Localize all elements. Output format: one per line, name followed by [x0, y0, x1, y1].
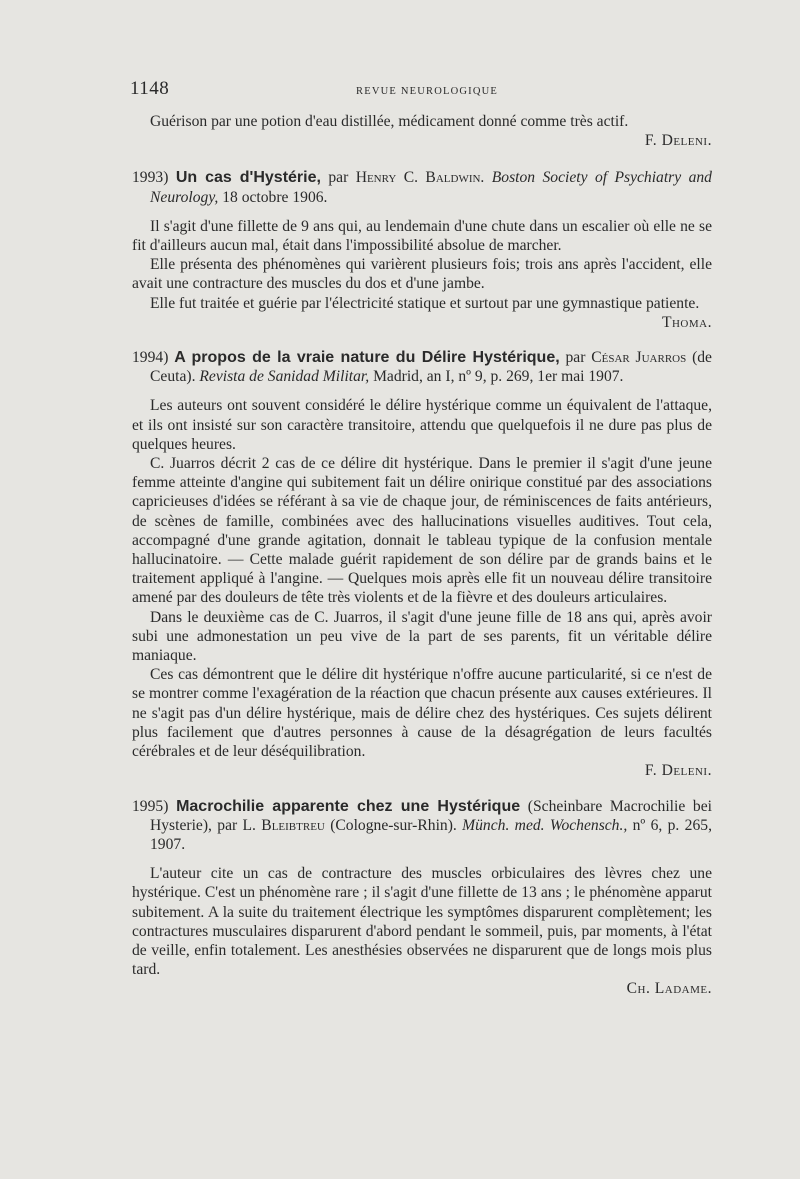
article-heading	[132, 348, 712, 386]
article-body	[132, 864, 712, 998]
article-signature: Thoma.	[661, 313, 712, 331]
article-author: César Juarros	[591, 349, 687, 367]
article-paragraph: Dans le deuxième cas de C. Juarros, il s'agit d'une jeune fille de 18 ans qui, après avoir subi une admonestation un peu vive de la part de ses parents, fit un véritable délire maniaque.	[132, 608, 712, 665]
page-number: 1148	[130, 78, 170, 99]
article-paragraph: L'auteur cite un cas de contracture des muscles orbiculaires des lèvres chez une hystérique. C'est un phénomène rare ; il s'agit d'une fillette de 13 ans ; le phénomène apparut subitement. A la suite du traitement électrique les symptômes disparurent complètement; les contractures musculaires disparurent d'abord pendant le sommeil, puis, par moments, à l'état de veille, enfin totalement. Les anesthésies observées ne disparurent que de longs mois plus tard.	[132, 865, 712, 979]
article-by: par	[328, 169, 349, 187]
article-subtitle: (Scheinbare Macrochilie bei Hysterie),	[150, 797, 712, 834]
article-date: Madrid, an I, nº 9, p. 269, 1er mai 1907.	[373, 368, 624, 386]
article-title: Macrochilie apparente chez une Hystérique	[176, 797, 521, 815]
article-body	[132, 396, 712, 780]
article-number: 1993)	[132, 169, 169, 187]
article-number: 1995)	[132, 797, 169, 815]
article-heading	[132, 168, 712, 206]
article-by: par L.	[217, 816, 256, 834]
article-source: Boston Society of Psychiatry and Neurology,	[150, 169, 712, 206]
article-source: Münch. med. Wochensch.,	[462, 816, 628, 834]
article-heading	[132, 797, 712, 855]
article-date: nº 6, p. 265, 1907.	[150, 816, 712, 853]
article-title: A propos de la vraie nature du Délire Hystérique,	[174, 349, 560, 367]
article-paragraph: Elle fut traitée et guérie par l'électricité statique et surtout par une gymnastique patiente.	[150, 294, 700, 312]
article-1995	[132, 797, 712, 999]
article-by: par	[565, 349, 586, 367]
article-paragraph: Elle présenta des phénomènes qui varièrent plusieurs fois; trois ans après l'accident, elle avait une contracture des muscles du dos et d'une jambe.	[132, 256, 712, 293]
intro-signature: F. Deleni.	[644, 132, 712, 150]
article-1994	[132, 348, 712, 780]
article-paragraph: Il s'agit d'une fillette de 9 ans qui, au lendemain d'une chute dans un escalier où elle ne se fit d'ailleurs aucun mal, était dans l'impossibilité absolue de marcher.	[132, 217, 712, 255]
article-1993	[132, 168, 712, 332]
page-content	[132, 112, 712, 999]
article-paragraph: Les auteurs ont souvent considéré le délire hystérique comme un équivalent de l'attaque, et ils ont insisté sur son caractère transitoire, attendu que quelquefois il ne dure pas plus de quelques heures.	[132, 397, 712, 453]
running-title: REVUE NEUROLOGIQUE	[356, 86, 499, 97]
article-date: 18 octobre 1906.	[222, 188, 328, 206]
article-signature: F. Deleni.	[644, 762, 712, 780]
article-source: Revista de Sanidad Militar,	[199, 368, 370, 386]
article-place: (Cologne-sur-Rhin).	[330, 816, 457, 834]
article-title: Un cas d'Hystérie,	[175, 169, 321, 187]
article-body	[132, 217, 712, 332]
article-place: (de Ceuta).	[150, 349, 712, 386]
page-header	[130, 78, 730, 102]
article-author: Henry C. Baldwin.	[355, 169, 485, 187]
article-paragraph: Ces cas démontrent que le délire dit hystérique n'offre aucune particularité, si ce n'est de se montrer comme l'exagération de la réaction que chacun présente aux causes extérieures. Il ne s'agit pas d'un délire hystérique, mais de délire chez des hystériques. Ces sujets délirent plus facilement que d'autres personnes à cause de la désagrégation de leurs facultés cérébrales et de leur déséquilibration.	[132, 666, 712, 761]
article-number: 1994)	[132, 349, 169, 367]
article-paragraph: C. Juarros décrit 2 cas de ce délire dit hystérique. Dans le premier il s'agit d'une jeune femme atteinte d'angine qui subitement fait un délire onirique constitué par des associations capricieuses d'idées se référant à sa vie de chaque jour, de réminiscences de faits antérieurs, de scènes de famille, combinées avec des hallucinations visuelles auditives. Tout cela, accompagné d'une grande agitation, donnait le tableau typique de la confusion mentale hallucinatoire. — Cette malade guérit rapidement de son délire par de grands bains et le traitement appliqué à l'angine. — Quelques mois après elle fit un nouveau délire transitoire amené par des douleurs de tête très violents et de la fièvre et des douleurs articulaires.	[132, 455, 712, 607]
article-signature: Ch. Ladame.	[626, 980, 712, 998]
article-author: Bleibtreu	[261, 816, 325, 834]
intro-paragraph: Guérison par une potion d'eau distillée, médicament donné comme très actif.	[150, 113, 629, 130]
